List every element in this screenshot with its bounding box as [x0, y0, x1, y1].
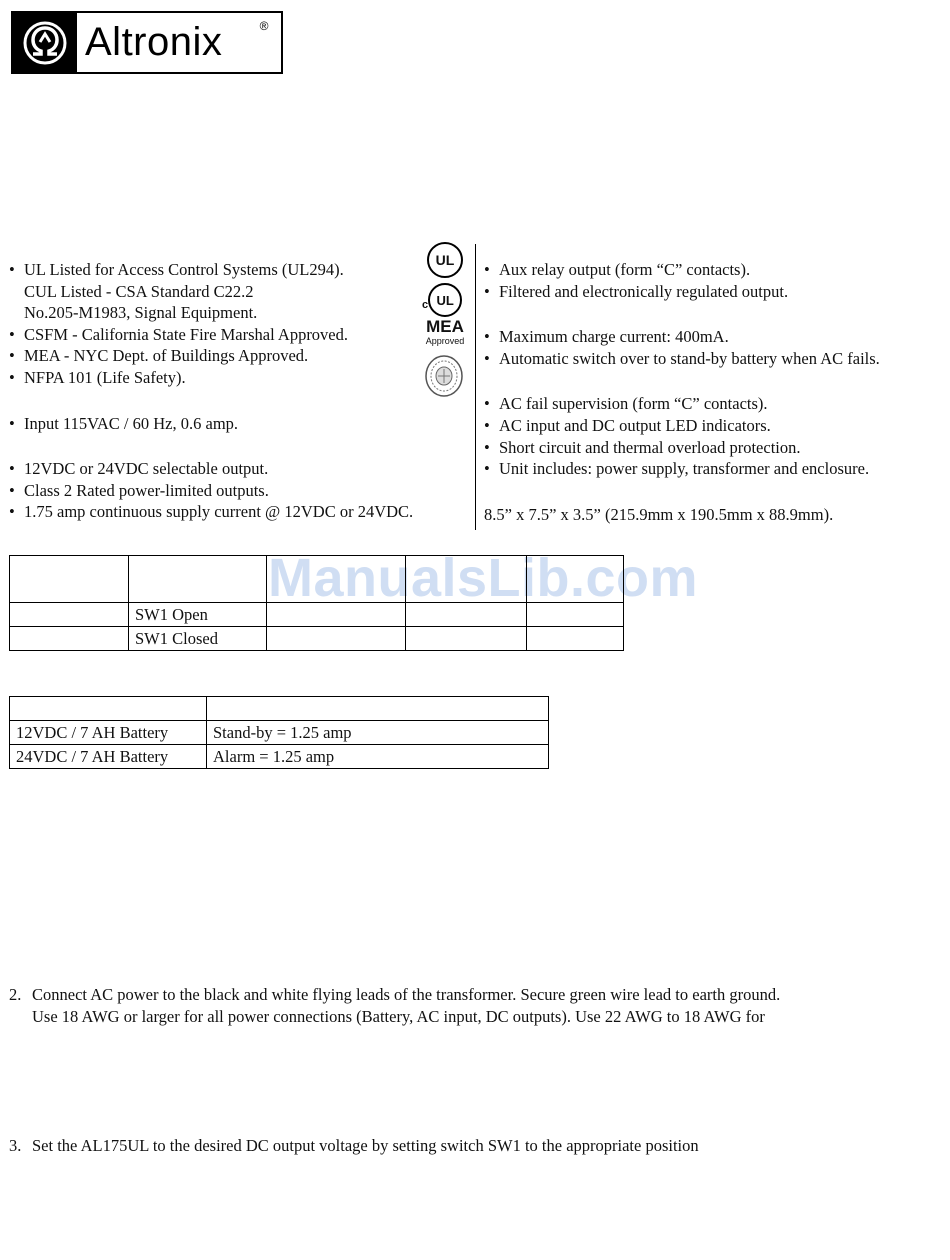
step-2 — [9, 984, 780, 1027]
feature-text: NFPA 101 (Life Safety). — [24, 367, 186, 387]
bullet: • — [9, 346, 15, 366]
table-cell — [10, 627, 129, 651]
spacer — [9, 389, 479, 413]
table-cell: SW1 Closed — [129, 627, 267, 651]
bullet: • — [9, 324, 15, 344]
table-row — [10, 745, 549, 769]
bullet: • — [9, 459, 15, 479]
table-cell: SW1 Open — [129, 603, 267, 627]
bullet: • — [9, 502, 15, 522]
bullet: • — [9, 480, 15, 500]
output-selection-table — [9, 555, 624, 651]
feature-text: UL Listed for Access Control Systems (UL294). — [24, 260, 344, 279]
table-cell — [267, 556, 406, 603]
feature-text: Short circuit and thermal overload protection. — [499, 437, 801, 457]
feature-item — [9, 480, 479, 502]
bullet: • — [484, 415, 490, 435]
brand-name: Altronix — [85, 20, 223, 64]
bullet: • — [484, 394, 490, 414]
registered-mark: ® — [259, 19, 269, 33]
mea-approved-icon — [422, 318, 468, 346]
mea-approved-text: Approved — [425, 336, 465, 346]
bullet: • — [9, 260, 15, 279]
feature-item — [484, 281, 950, 303]
table-cell — [406, 556, 527, 603]
table-cell — [10, 697, 207, 721]
watermark: ManualsLib.com — [268, 548, 699, 608]
csfm-seal-icon — [424, 354, 464, 398]
step-line: Connect AC power to the black and white flying leads of the transformer. Secure green wire lead to earth ground. — [32, 985, 781, 1004]
table-cell — [129, 556, 267, 603]
features-left-column — [9, 259, 479, 523]
bullet — [9, 302, 24, 324]
table-cell: Alarm = 1.25 amp — [207, 745, 549, 769]
feature-text: 12VDC or 24VDC selectable output. — [24, 459, 269, 479]
feature-text: CSFM - California State Fire Marshal Approved. — [24, 324, 349, 344]
feature-item — [9, 501, 479, 523]
feature-item — [9, 367, 479, 389]
cul-listed-icon — [422, 282, 466, 318]
table-cell — [267, 603, 406, 627]
table-cell: 24VDC / 7 AH Battery — [10, 745, 207, 769]
spacer — [484, 369, 950, 393]
feature-item — [9, 302, 479, 324]
table-cell — [207, 697, 549, 721]
feature-item — [9, 458, 479, 480]
feature-text: No.205-M1983, Signal Equipment. — [24, 303, 258, 323]
step-line: Set the AL175UL to the desired DC output voltage by setting switch SW1 to the appropriate position — [32, 1136, 699, 1155]
feature-text: 8.5” x 7.5” x 3.5” (215.9mm x 190.5mm x 88.9mm). — [484, 504, 834, 524]
feature-item — [484, 458, 950, 480]
feature-text: CUL Listed - CSA Standard C22.2 — [24, 281, 254, 301]
bullet: • — [9, 367, 15, 387]
feature-item — [484, 259, 950, 281]
feature-item — [9, 259, 479, 281]
feature-text: Maximum charge current: 400mA. — [499, 327, 729, 347]
feature-item — [484, 348, 950, 370]
feature-item — [9, 345, 479, 367]
feature-item — [484, 504, 950, 526]
feature-item — [484, 415, 950, 437]
step-3 — [9, 1135, 699, 1157]
feature-item — [9, 324, 479, 346]
table-cell — [10, 603, 129, 627]
step-number: 3. — [9, 1136, 22, 1155]
feature-item — [9, 281, 479, 303]
feature-text: Class 2 Rated power-limited outputs. — [24, 480, 269, 500]
altronix-logo — [11, 11, 283, 74]
mea-text: MEA — [426, 317, 464, 336]
spacer — [484, 302, 950, 326]
ul-mark-text: UL — [435, 252, 455, 268]
table-cell — [406, 627, 527, 651]
table-row — [10, 721, 549, 745]
feature-text: AC input and DC output LED indicators. — [499, 415, 771, 435]
bullet: • — [484, 260, 490, 279]
table-cell — [10, 556, 129, 603]
spacer — [9, 434, 479, 458]
bullet: • — [484, 327, 490, 347]
table-cell — [406, 603, 527, 627]
table-cell — [267, 627, 406, 651]
bullet: • — [9, 413, 15, 433]
bullet: • — [484, 459, 490, 479]
bullet — [9, 281, 24, 303]
bullet: • — [484, 437, 490, 457]
feature-item — [9, 413, 479, 435]
ul-listed-icon — [427, 242, 463, 278]
table-row — [10, 627, 624, 651]
feature-text: Input 115VAC / 60 Hz, 0.6 amp. — [24, 413, 239, 433]
feature-text: Automatic switch over to stand-by battery when AC fails. — [499, 348, 880, 368]
feature-text: Filtered and electronically regulated output. — [499, 281, 789, 301]
table-header-row — [10, 697, 549, 721]
table-cell: 12VDC / 7 AH Battery — [10, 721, 207, 745]
battery-table — [9, 696, 549, 769]
feature-item — [484, 437, 950, 459]
cul-c-text: c — [422, 299, 429, 311]
feature-text: AC fail supervision (form “C” contacts). — [499, 394, 768, 414]
feature-item — [484, 326, 950, 348]
features-right-column — [484, 259, 950, 525]
feature-text: Unit includes: power supply, transformer and enclosure. — [499, 459, 870, 479]
table-cell: Stand-by = 1.25 amp — [207, 721, 549, 745]
bullet: • — [484, 281, 490, 301]
feature-text: Aux relay output (form “C” contacts). — [499, 260, 751, 279]
feature-item — [484, 393, 950, 415]
table-row — [10, 603, 624, 627]
table-cell — [527, 627, 624, 651]
column-divider — [475, 244, 476, 530]
table-header-row — [10, 556, 624, 603]
spacer — [484, 480, 950, 504]
feature-text: MEA - NYC Dept. of Buildings Approved. — [24, 346, 309, 366]
cul-mark-text: UL — [436, 292, 454, 308]
table-cell — [527, 556, 624, 603]
table-cell — [527, 603, 624, 627]
bullet: • — [484, 348, 490, 368]
feature-text: 1.75 amp continuous supply current @ 12VDC or 24VDC. — [24, 502, 414, 522]
step-number: 2. — [9, 985, 22, 1004]
altronix-omega-icon — [13, 13, 77, 72]
step-line: Use 18 AWG or larger for all power connections (Battery, AC input, DC outputs). Use 22 AWG to 18 AWG for — [32, 1006, 765, 1026]
